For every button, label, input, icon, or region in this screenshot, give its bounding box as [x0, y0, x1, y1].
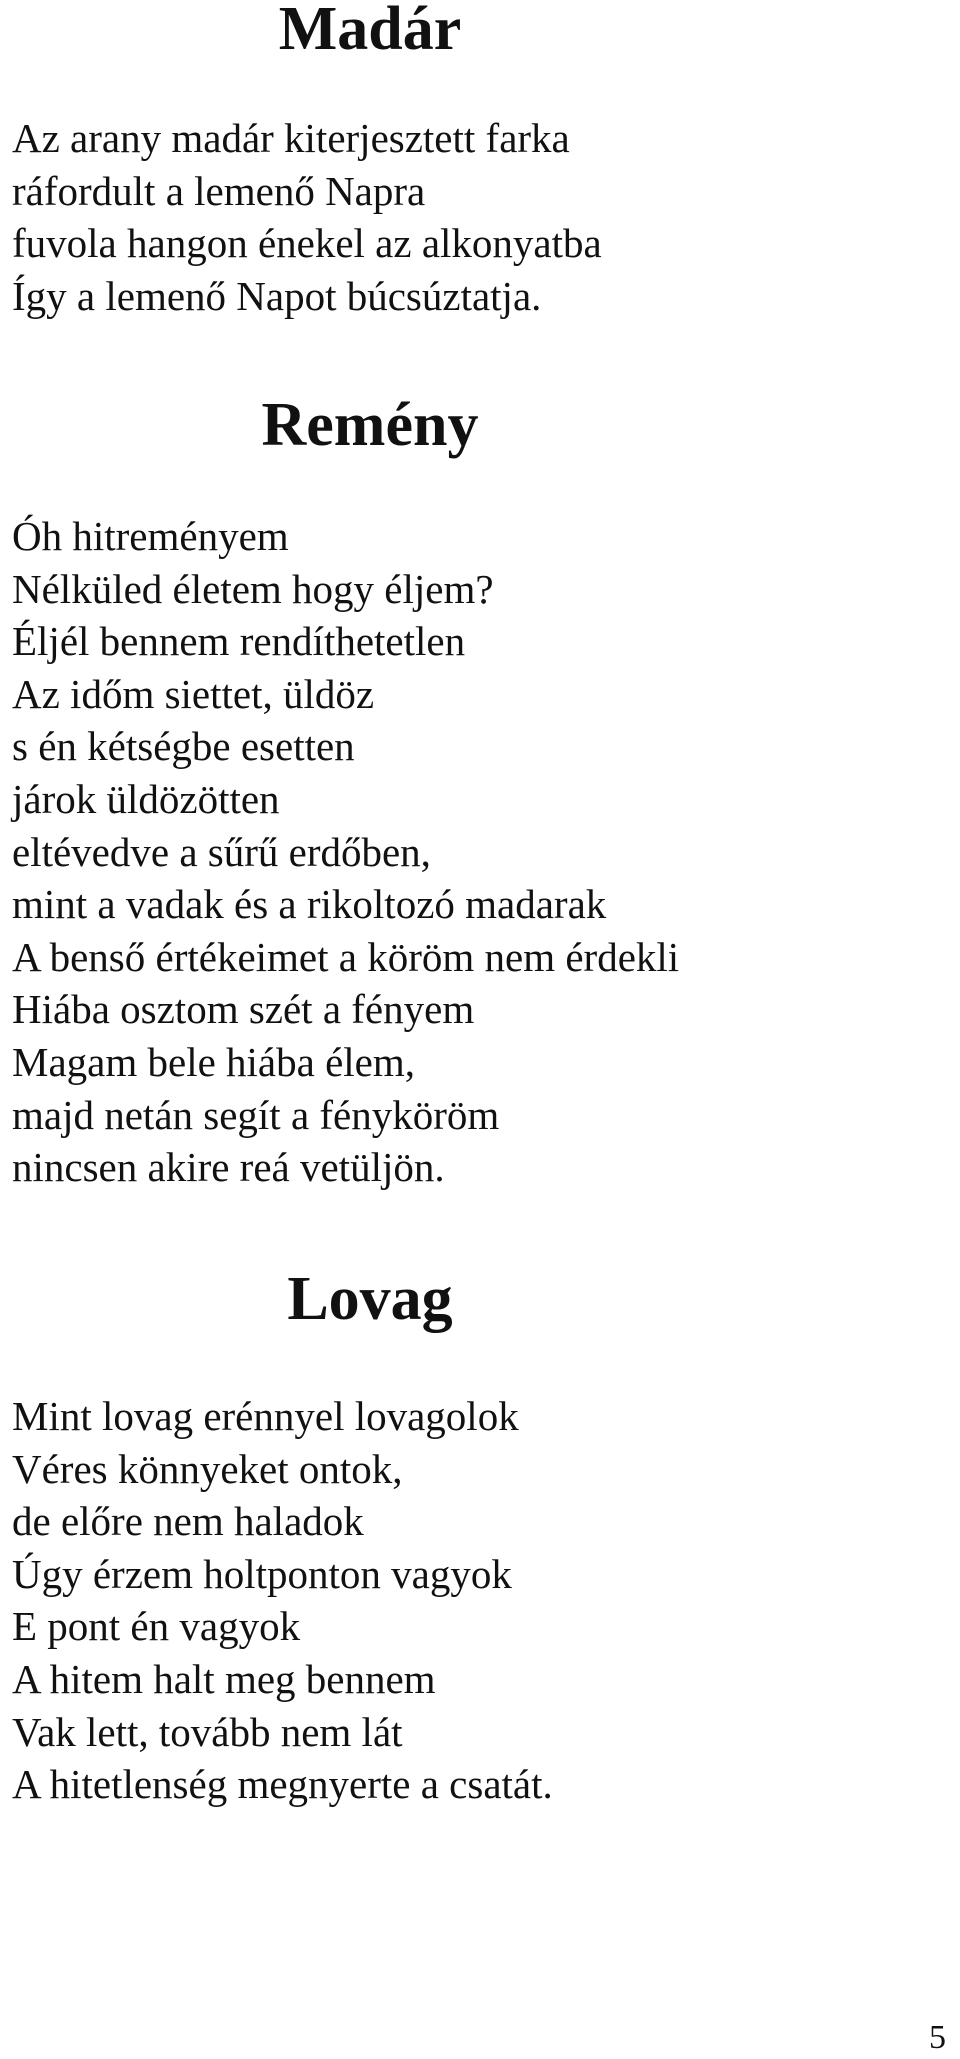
poem-line: Az arany madár kiterjesztett farka: [12, 115, 570, 161]
poem-line: E pont én vagyok: [12, 1603, 301, 1650]
poem-line: ráfordult a lemenő Napra: [12, 167, 426, 214]
poem-body-remeny: [12, 510, 679, 1194]
poem-line: mint a vadak és a rikoltozó madarak: [12, 881, 607, 928]
poem-line: Véres könnyeket ontok,: [12, 1445, 403, 1492]
poem-title-madar: Madár: [278, 0, 462, 63]
poem-line: eltévedve a sűrű erdőben,: [12, 828, 431, 875]
poem-line: Úgy érzem holtponton vagyok: [12, 1550, 512, 1597]
poem-title-remeny: Remény: [261, 391, 479, 459]
poem-body-lovag: [12, 1390, 553, 1811]
poem-line: fuvola hangon énekel az alkonyatba: [12, 220, 602, 267]
poem-line: Éljél bennem rendíthetetlen: [12, 618, 466, 665]
poem-line: nincsen akire reá vetüljön.: [12, 1144, 445, 1191]
poem-line: A hitetlenség megnyerte a csatát.: [12, 1761, 553, 1808]
poem-line: A benső értékeimet a köröm nem érdekli: [12, 933, 680, 980]
poem-line: járok üldözötten: [12, 775, 280, 822]
poem-body-madar: [12, 112, 602, 322]
poem-line: A hitem halt meg bennem: [12, 1655, 436, 1702]
poem-line: de előre nem haladok: [12, 1498, 364, 1545]
poem-line: Mint lovag erénnyel lovagolok: [12, 1393, 519, 1439]
poem-line: majd netán segít a fényköröm: [12, 1091, 500, 1138]
poem-line: Hiába osztom szét a fényem: [12, 986, 475, 1033]
poem-line: s én kétségbe esetten: [12, 723, 355, 770]
poem-line: Az időm siettet, üldöz: [12, 670, 375, 717]
poem-line: Óh hitreményem: [12, 513, 289, 559]
poem-title-lovag: Lovag: [287, 1265, 453, 1333]
poem-line: Nélküled életem hogy éljem?: [12, 565, 494, 612]
poem-line: Vak lett, tovább nem lát: [12, 1708, 403, 1755]
poem-line: Magam bele hiába élem,: [12, 1038, 415, 1085]
poem-line: Így a lemenő Napot búcsúztatja.: [12, 272, 542, 319]
page-number: 5: [929, 2019, 946, 2056]
